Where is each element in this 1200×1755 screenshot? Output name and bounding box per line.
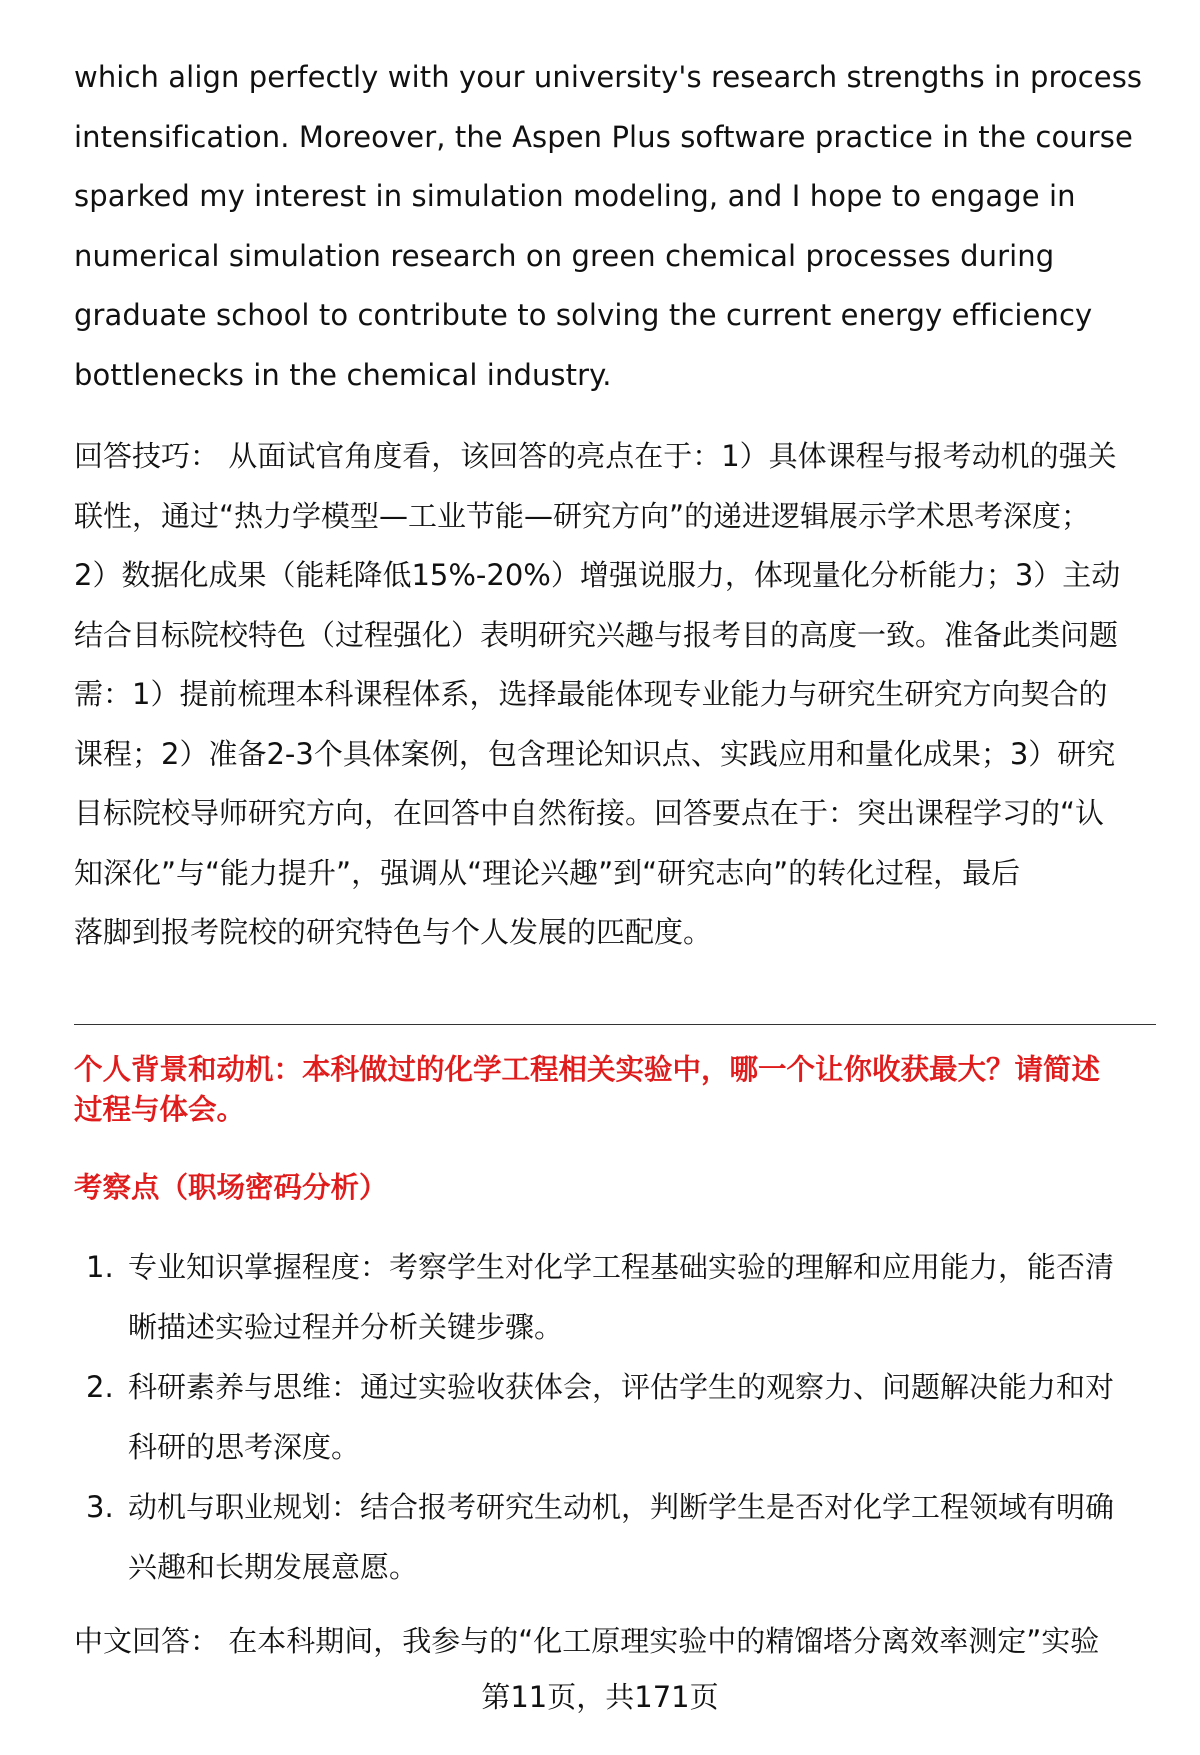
list-number: 1. [86, 1250, 114, 1284]
text-line: 课程；2）准备2-3个具体案例，包含理论知识点、实践应用和量化成果；3）研究 [74, 736, 1116, 771]
text-line: numerical simulation research on green chemical processes during [74, 238, 1055, 273]
list-item [74, 1238, 1154, 1357]
text-line: 联性，通过“热力学模型—工业节能—研究方向”的递进逻辑展示学术思考深度； [74, 498, 1091, 533]
text-line: bottlenecks in the chemical industry. [74, 357, 612, 392]
text-line: 兴趣和长期发展意愿。 [128, 1549, 419, 1584]
list-item [74, 1478, 1154, 1597]
text-line: 知深化”与“能力提升”，强调从“理论兴趣”到“研究志向”的转化过程，最后 [74, 855, 1021, 890]
text-line: intensification. Moreover, the Aspen Plus software practice in the course [74, 119, 1133, 154]
text-line: 结合目标院校特色（过程强化）表明研究兴趣与报考目的高度一致。准备此类问题 [74, 617, 1119, 652]
question-heading [74, 1050, 1154, 1130]
text-line: 落脚到报考院校的研究特色与个人发展的匹配度。 [74, 915, 713, 949]
assessment-points-title: 考察点（职场密码分析） [74, 1171, 388, 1204]
text-line: 科研素养与思维：通过实验收获体会，评估学生的观察力、问题解决能力和对 [128, 1370, 1115, 1404]
text-line: 回答技巧： 从面试官角度看，该回答的亮点在于：1）具体课程与报考动机的强关 [74, 439, 1117, 473]
text-line: 个人背景和动机：本科做过的化学工程相关实验中，哪一个让你收获最大？请简述 [74, 1053, 1101, 1086]
text-line: 科研的思考深度。 [128, 1429, 361, 1464]
text-line: which align perfectly with your university's research strengths in process [74, 60, 1143, 94]
text-line: graduate school to contribute to solving the current energy efficiency [74, 298, 1093, 332]
chinese-answer-start: 中文回答： 在本科期间，我参与的“化工原理实验中的精馏塔分离效率测定”实验 [74, 1624, 1100, 1658]
english-paragraph [74, 48, 1154, 405]
text-line: 晰描述实验过程并分析关键步骤。 [128, 1309, 564, 1344]
text-line: 2）数据化成果（能耗降低15%-20%）增强说服力，体现量化分析能力；3）主动 [74, 558, 1121, 592]
text-line: 过程与体会。 [74, 1093, 246, 1126]
text-line: 专业知识掌握程度：考察学生对化学工程基础实验的理解和应用能力，能否清 [128, 1250, 1115, 1284]
section-divider [74, 1024, 1156, 1025]
list-item [74, 1358, 1154, 1477]
page-number-footer: 第11页，共171页 [481, 1680, 719, 1714]
text-line: sparked my interest in simulation modeling, and I hope to engage in [74, 179, 1076, 213]
answer-tips-paragraph [74, 427, 1154, 963]
text-line: 动机与职业规划：结合报考研究生动机，判断学生是否对化学工程领域有明确 [128, 1490, 1115, 1524]
main-content [74, 48, 1154, 963]
assessment-points-list [74, 1238, 1154, 1598]
text-line: 需：1）提前梳理本科课程体系，选择最能体现专业能力与研究生研究方向契合的 [74, 677, 1108, 711]
list-number: 3. [86, 1490, 114, 1524]
text-line: 目标院校导师研究方向，在回答中自然衔接。回答要点在于：突出课程学习的“认 [74, 796, 1105, 830]
list-number: 2. [86, 1370, 114, 1404]
